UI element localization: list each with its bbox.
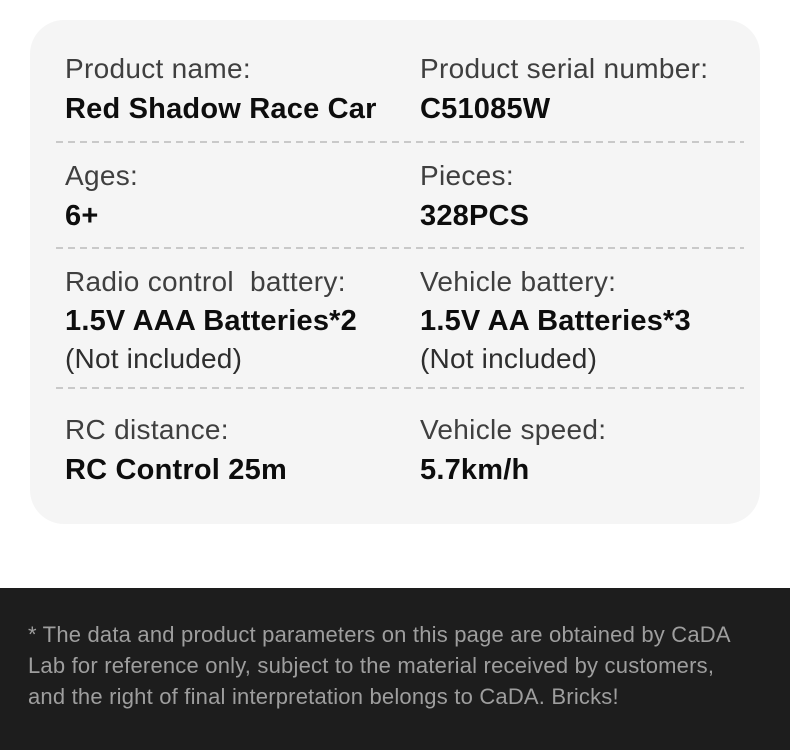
pieces-value: 328PCS: [420, 200, 530, 232]
product-name-value: Red Shadow Race Car: [65, 93, 377, 125]
spec-row-name-serial: [30, 20, 760, 141]
spec-row-ages-pieces: [30, 143, 760, 247]
vehicle-speed-value: 5.7km/h: [420, 454, 530, 486]
disclaimer-line: * The data and product parameters on this page are obtained by CaDA: [28, 622, 731, 647]
radio-battery-value: 1.5V AAA Batteries*2: [65, 305, 357, 337]
spec-cell-serial-number: [420, 50, 740, 130]
disclaimer-footer: [0, 588, 790, 750]
spec-cell-vehicle-battery: [420, 263, 740, 377]
spec-row-batteries: [30, 249, 760, 387]
disclaimer-line: and the right of final interpretation belongs to CaDA. Bricks!: [28, 684, 619, 709]
spec-row-distance-speed: [30, 389, 760, 530]
spec-cell-radio-battery: [65, 263, 420, 377]
product-spec-card: [30, 20, 760, 524]
radio-battery-label: Radio control battery:: [65, 266, 346, 297]
vehicle-battery-label: Vehicle battery:: [420, 266, 617, 297]
serial-number-value: C51085W: [420, 93, 551, 125]
rc-distance-label: RC distance:: [65, 414, 229, 445]
spec-cell-vehicle-speed: [420, 411, 740, 491]
spec-cell-ages: [65, 157, 420, 237]
spec-cell-pieces: [420, 157, 740, 237]
spec-cell-rc-distance: [65, 411, 420, 491]
ages-value: 6+: [65, 200, 99, 232]
product-name-label: Product name:: [65, 53, 251, 84]
serial-number-label: Product serial number:: [420, 53, 709, 84]
vehicle-speed-label: Vehicle speed:: [420, 414, 607, 445]
pieces-label: Pieces:: [420, 160, 514, 191]
radio-battery-note: (Not included): [65, 343, 243, 374]
vehicle-battery-value: 1.5V AA Batteries*3: [420, 305, 691, 337]
vehicle-battery-note: (Not included): [420, 343, 598, 374]
ages-label: Ages:: [65, 160, 139, 191]
disclaimer-line: Lab for reference only, subject to the material received by customers,: [28, 653, 715, 678]
rc-distance-value: RC Control 25m: [65, 454, 287, 486]
spec-cell-product-name: [65, 50, 420, 130]
